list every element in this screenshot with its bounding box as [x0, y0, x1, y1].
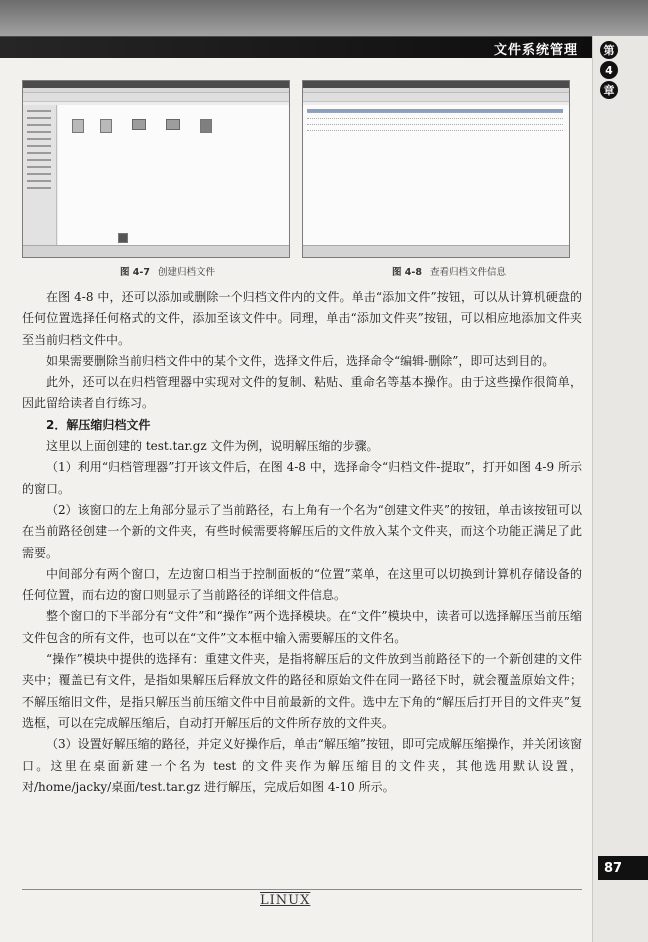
archive-icon: [200, 119, 212, 133]
archive-file-list: [303, 105, 569, 245]
paragraph: 中间部分有两个窗口，左边窗口相当于控制面板的“位置”菜单，在这里可以切换到计算机存储设备的任何位置，而右边的窗口则显示了当前路径的详细文件信息。: [22, 566, 582, 603]
figure-caption: [120, 264, 215, 278]
folder-icon: [132, 119, 146, 130]
chapter-number: 4: [600, 61, 618, 79]
figure-4-7-screenshot: [22, 80, 290, 258]
page-number: 87: [598, 856, 648, 880]
paragraph: 在图 4-8 中，还可以添加或删除一个归档文件内的文件。单击“添加文件”按钮，可以从计算机硬盘的任何位置选择任何格式的文件，添加至该文件中。同理，单击“添加文件夹”按钮，可以相应地添加文件夹至当前归档文件中。: [22, 290, 582, 347]
footer-rule: [22, 889, 582, 890]
status-bar: [23, 245, 289, 257]
paragraph: “操作”模块中提供的选择有：重建文件夹，是指将解压后的文件放到当前路径下的一个新创建的文件夹中；覆盖已有文件，是指如果解压后释放文件的路径和原始文件在同一路径下时，就会覆盖原始文件；不解压缩旧文件，是指只解压当前压缩文件中目前最新的文件。选中左下角的“解压后打开目的文件夹”复选框，可以在完成解压缩后，自动打开解压后的文件所存放的文件夹。: [22, 652, 582, 730]
folder-icon: [166, 119, 180, 130]
file-view: [58, 105, 289, 245]
paragraph: （2）该窗口的左上角部分显示了当前路径，右上角有一个名为“创建文件夹”的按钮，单击该按钮可以在当前路径创建一个新的文件夹，有些时候需要将解压后的文件放入某个文件夹，而这个功能正满足了此需要。: [22, 502, 582, 560]
window-titlebar: [303, 81, 569, 88]
top-banner: [0, 0, 648, 40]
window-titlebar: [23, 81, 289, 88]
figure-caption-text: 创建归档文件: [157, 267, 215, 278]
paragraph: 此外，还可以在归档管理器中实现对文件的复制、粘贴、重命名等基本操作。由于这些操作很简单，因此留给读者自行练习。: [22, 375, 582, 411]
figure-caption: [392, 264, 506, 278]
file-icon: [118, 233, 128, 243]
figure-4-8-screenshot: [302, 80, 570, 258]
paragraph: （3）设置好解压缩的路径，并定义好操作后，单击“解压缩”按钮，即可完成解压缩操作，并关闭该窗口。这里在桌面新建一个名为 test 的文件夹作为解压缩目的文件夹，其他选用默认设置，对/home/jacky/桌面/test.tar.gz 进行解压，完成后如图 4-10 所示。: [22, 737, 582, 794]
list-row: [307, 109, 563, 113]
paragraph: 这里以上面创建的 test.tar.gz 文件为例，说明解压缩的步骤。: [46, 439, 379, 454]
file-icon: [72, 119, 84, 133]
places-sidebar: [23, 105, 57, 245]
window-toolbar: [303, 93, 569, 102]
header-band: [0, 36, 592, 58]
paragraph: 如果需要删除当前归档文件中的某个文件，选择文件后，选择命令“编辑-删除”，即可达到目的。: [46, 353, 555, 368]
page-sidebar: [592, 36, 648, 942]
section-title: 文件系统管理: [493, 43, 578, 58]
list-row: [307, 127, 563, 131]
window-toolbar: [23, 93, 289, 102]
body-text: [22, 287, 582, 798]
paragraph: 整个窗口的下半部分有“文件”和“操作”两个选择模块。在“文件”模块中，读者可以选择解压当前压缩文件包含的所有文件，也可以在“文件”文本框中输入需要解压的文件名。: [22, 609, 582, 645]
status-bar: [303, 245, 569, 257]
list-row: [307, 121, 563, 125]
figure-caption-text: 查看归档文件信息: [429, 267, 506, 278]
file-icon: [100, 119, 112, 133]
chapter-glyph: 第: [600, 41, 618, 59]
paragraph: （1）利用“归档管理器”打开该文件后，在图 4-8 中，选择命令“归档文件-提取”，打开如图 4-9 所示的窗口。: [22, 460, 582, 496]
chapter-glyph: 章: [600, 81, 618, 99]
figure-number: 图 4-8: [392, 267, 422, 278]
list-row: [307, 115, 563, 119]
figure-number: 图 4-7: [120, 267, 150, 278]
series-logo: LINUX: [260, 893, 311, 908]
chapter-tab: [595, 41, 623, 103]
section-heading: 2．解压缩归档文件: [46, 417, 151, 432]
